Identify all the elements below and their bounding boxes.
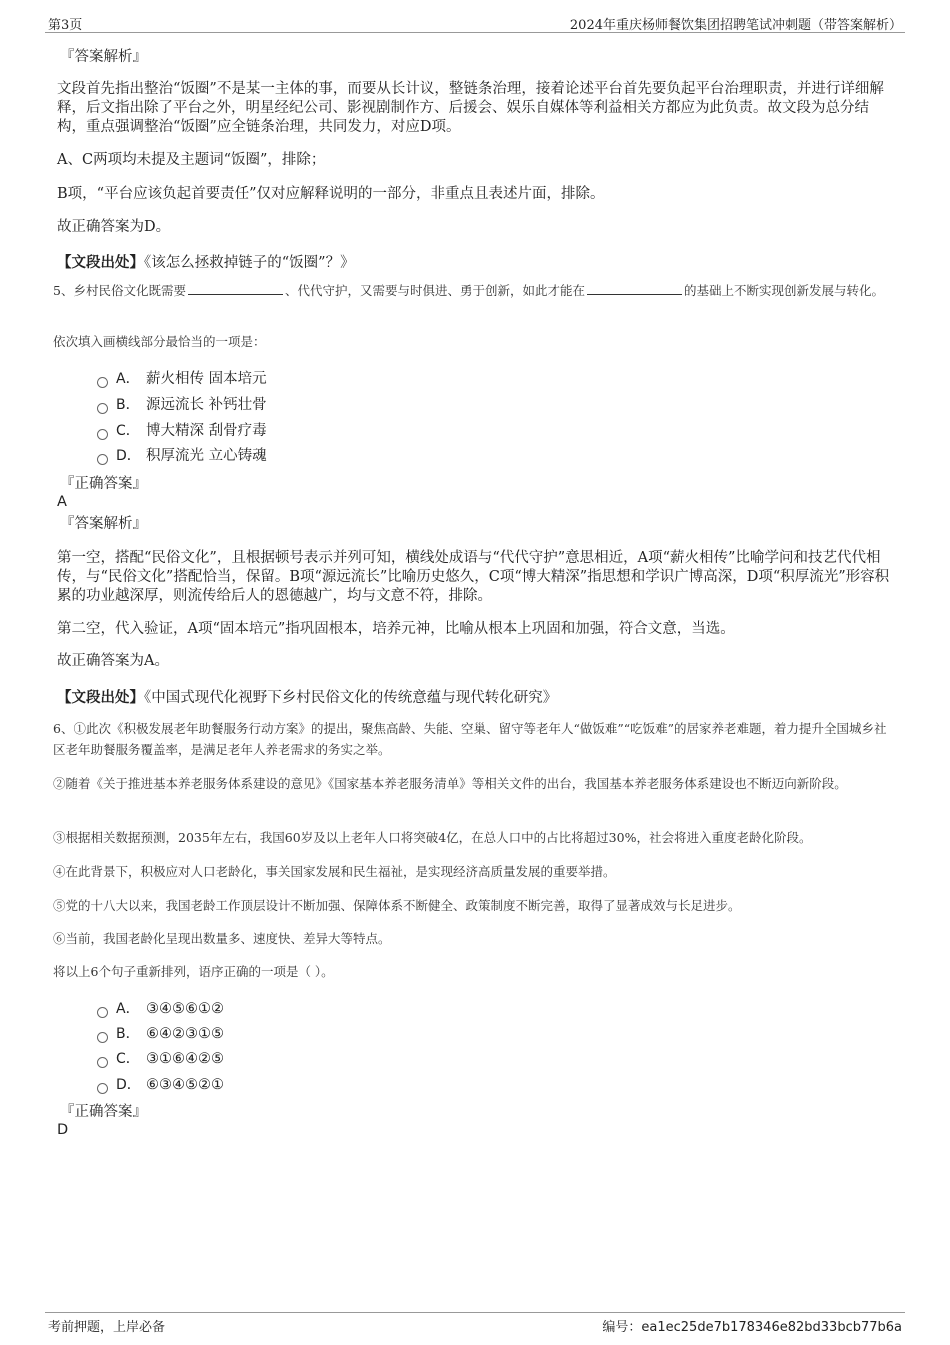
blank-2 <box>587 282 682 295</box>
radio-icon[interactable] <box>97 454 108 465</box>
radio-icon[interactable] <box>97 1032 108 1043</box>
q5-source-title: 《中国式现代化视野下乡村民俗文化的传统意蕴与现代转化研究》 <box>144 690 558 706</box>
q6-sentence-4: ④在此背景下，积极应对人口老龄化，事关国家发展和民生福祉，是实现经济高质量发展的重要举措。 <box>53 864 616 879</box>
option-letter: A． <box>116 371 140 387</box>
q5-analysis-label: 『答案解析』 <box>60 516 147 532</box>
radio-icon[interactable] <box>97 429 108 440</box>
q5-analysis-para2: 第二空，代入验证，A项“固本培元”指巩固根本，培养元神，比喻从根本上巩固和加强，符合文意，当选。 <box>57 621 735 637</box>
option-text: ⑥④②③①⑤ <box>146 1026 224 1042</box>
page-number: 第3页 <box>48 18 83 33</box>
option-text: 积厚流光 立心铸魂 <box>146 448 267 464</box>
q5-analysis-para3: 故正确答案为A。 <box>57 653 169 669</box>
radio-icon[interactable] <box>97 1057 108 1068</box>
q6-correct-value: D <box>57 1122 69 1138</box>
code-value: ea1ec25de7b178346e82bd33bcb77b6a <box>641 1320 902 1335</box>
option-letter: C． <box>116 423 140 439</box>
option-text: 薪火相传 固本培元 <box>146 371 267 387</box>
q5-correct-value: A <box>57 494 67 510</box>
q6-option-d[interactable] <box>97 1075 224 1095</box>
radio-icon[interactable] <box>97 403 108 414</box>
footer-slogan: 考前押题，上岸必备 <box>48 1320 166 1335</box>
option-letter: B． <box>116 1026 140 1042</box>
q4-analysis-para3: B项，“平台应该负起首要责任”仅对应解释说明的一部分，非重点且表述片面，排除。 <box>57 186 605 202</box>
code-label: 编号： <box>602 1320 642 1335</box>
q4-source-label: 【文段出处】 <box>57 254 144 271</box>
radio-icon[interactable] <box>97 1083 108 1094</box>
q6-sentence-2: ②随着《关于推进基本养老服务体系建设的意见》《国家基本养老服务清单》等相关文件的出台，我国基本养老服务体系建设也不断迈向新阶段。 <box>53 776 847 791</box>
document-title: 2024年重庆杨师餐饮集团招聘笔试冲刺题（带答案解析） <box>569 18 902 33</box>
q6-option-b[interactable] <box>97 1024 224 1044</box>
q5-option-d[interactable] <box>97 446 267 466</box>
q6-option-a[interactable] <box>97 999 224 1019</box>
q4-analysis-para1: 文段首先指出整治“饭圈”不是某一主体的事，而要从长计议，整链条治理，接着论述平台首先要负起平台治理职责，并进行详细解释，后文指出除了平台之外，明星经纪公司、影视剧制作方、后援会、娱乐自媒体等利益相关方都应为此负责。故文段为总分结构，重点强调整治“饭圈”应全链条治理，共同发力，对应D项。 <box>57 81 884 135</box>
option-letter: A． <box>116 1001 140 1017</box>
q5-stem-part1: 5、乡村民俗文化既需要 <box>53 283 186 298</box>
blank-1 <box>188 282 283 295</box>
q5-option-c[interactable] <box>97 421 267 441</box>
option-text: ⑥③④⑤②① <box>146 1077 224 1093</box>
q5-stem <box>53 280 898 301</box>
q5-instruction: 依次填入画横线部分最恰当的一项是： <box>53 334 266 349</box>
option-text: 源远流长 补钙壮骨 <box>146 397 267 413</box>
option-text: ③④⑤⑥①② <box>146 1001 224 1017</box>
q4-source <box>57 251 355 272</box>
radio-icon[interactable] <box>97 377 108 388</box>
document-code <box>602 1316 902 1335</box>
option-text: 博大精深 刮骨疗毒 <box>146 423 267 439</box>
q6-instruction: 将以上6个句子重新排列，语序正确的一项是（ ）。 <box>53 964 334 979</box>
q5-analysis-para1: 第一空，搭配“民俗文化”，且根据顿号表示并列可知，横线处成语与“代代守护”意思相近，A项“薪火相传”比喻学问和技艺代代相传，与“民俗文化”搭配恰当，保留。B项“源远流长”比喻历史悠久，C项“博大精深”指思想和学识广博高深，D项“积厚流光”形容积累的功业越深厚，则流传给后人的恩德越广，均与文意不符，排除。 <box>57 550 890 604</box>
q5-source <box>57 686 557 707</box>
q5-correct-label: 『正确答案』 <box>60 476 147 492</box>
option-letter: D． <box>116 1077 141 1093</box>
option-letter: C． <box>116 1051 140 1067</box>
q5-option-b[interactable] <box>97 395 267 415</box>
q4-analysis-para2: A、C两项均未提及主题词“饭圈”，排除； <box>57 152 326 168</box>
q4-analysis-para4: 故正确答案为D。 <box>57 219 171 235</box>
q5-option-a[interactable] <box>97 369 267 389</box>
q6-option-c[interactable] <box>97 1049 224 1069</box>
page-header <box>45 12 905 33</box>
q5-stem-part2: 、代代守护，又需要与时俱进、勇于创新，如此才能在 <box>284 283 585 298</box>
option-text: ③①⑥④②⑤ <box>146 1051 224 1067</box>
q6-sentence-5: ⑤党的十八大以来，我国老龄工作顶层设计不断加强、保障体系不断健全、政策制度不断完善，取得了显著成效与长足进步。 <box>53 898 741 913</box>
q6-sentence-6: ⑥当前，我国老龄化呈现出数量多、速度快、差异大等特点。 <box>53 931 391 946</box>
q5-stem-part3: 的基础上不断实现创新发展与转化。 <box>683 283 884 298</box>
q6-sentence-3: ③根据相关数据预测，2035年左右，我国60岁及以上老年人口将突破4亿，在总人口中的占比将超过30%，社会将进入重度老龄化阶段。 <box>53 830 812 845</box>
q5-source-label: 【文段出处】 <box>57 689 144 706</box>
q6-correct-label: 『正确答案』 <box>60 1104 147 1120</box>
q4-source-title: 《该怎么拯救掉链子的“饭圈”？》 <box>144 255 355 271</box>
radio-icon[interactable] <box>97 1007 108 1018</box>
q6-sentence-1: 6、①此次《积极发展老年助餐服务行动方案》的提出，聚焦高龄、失能、空巢、留守等老年人“做饭难”“吃饭难”的居家养老难题，着力提升全国城乡社区老年助餐服务覆盖率，是满足老年人养老需求的务实之举。 <box>53 721 887 757</box>
option-letter: B． <box>116 397 140 413</box>
option-letter: D． <box>116 448 141 464</box>
page-footer <box>45 1312 905 1335</box>
q4-analysis-label: 『答案解析』 <box>60 49 147 65</box>
